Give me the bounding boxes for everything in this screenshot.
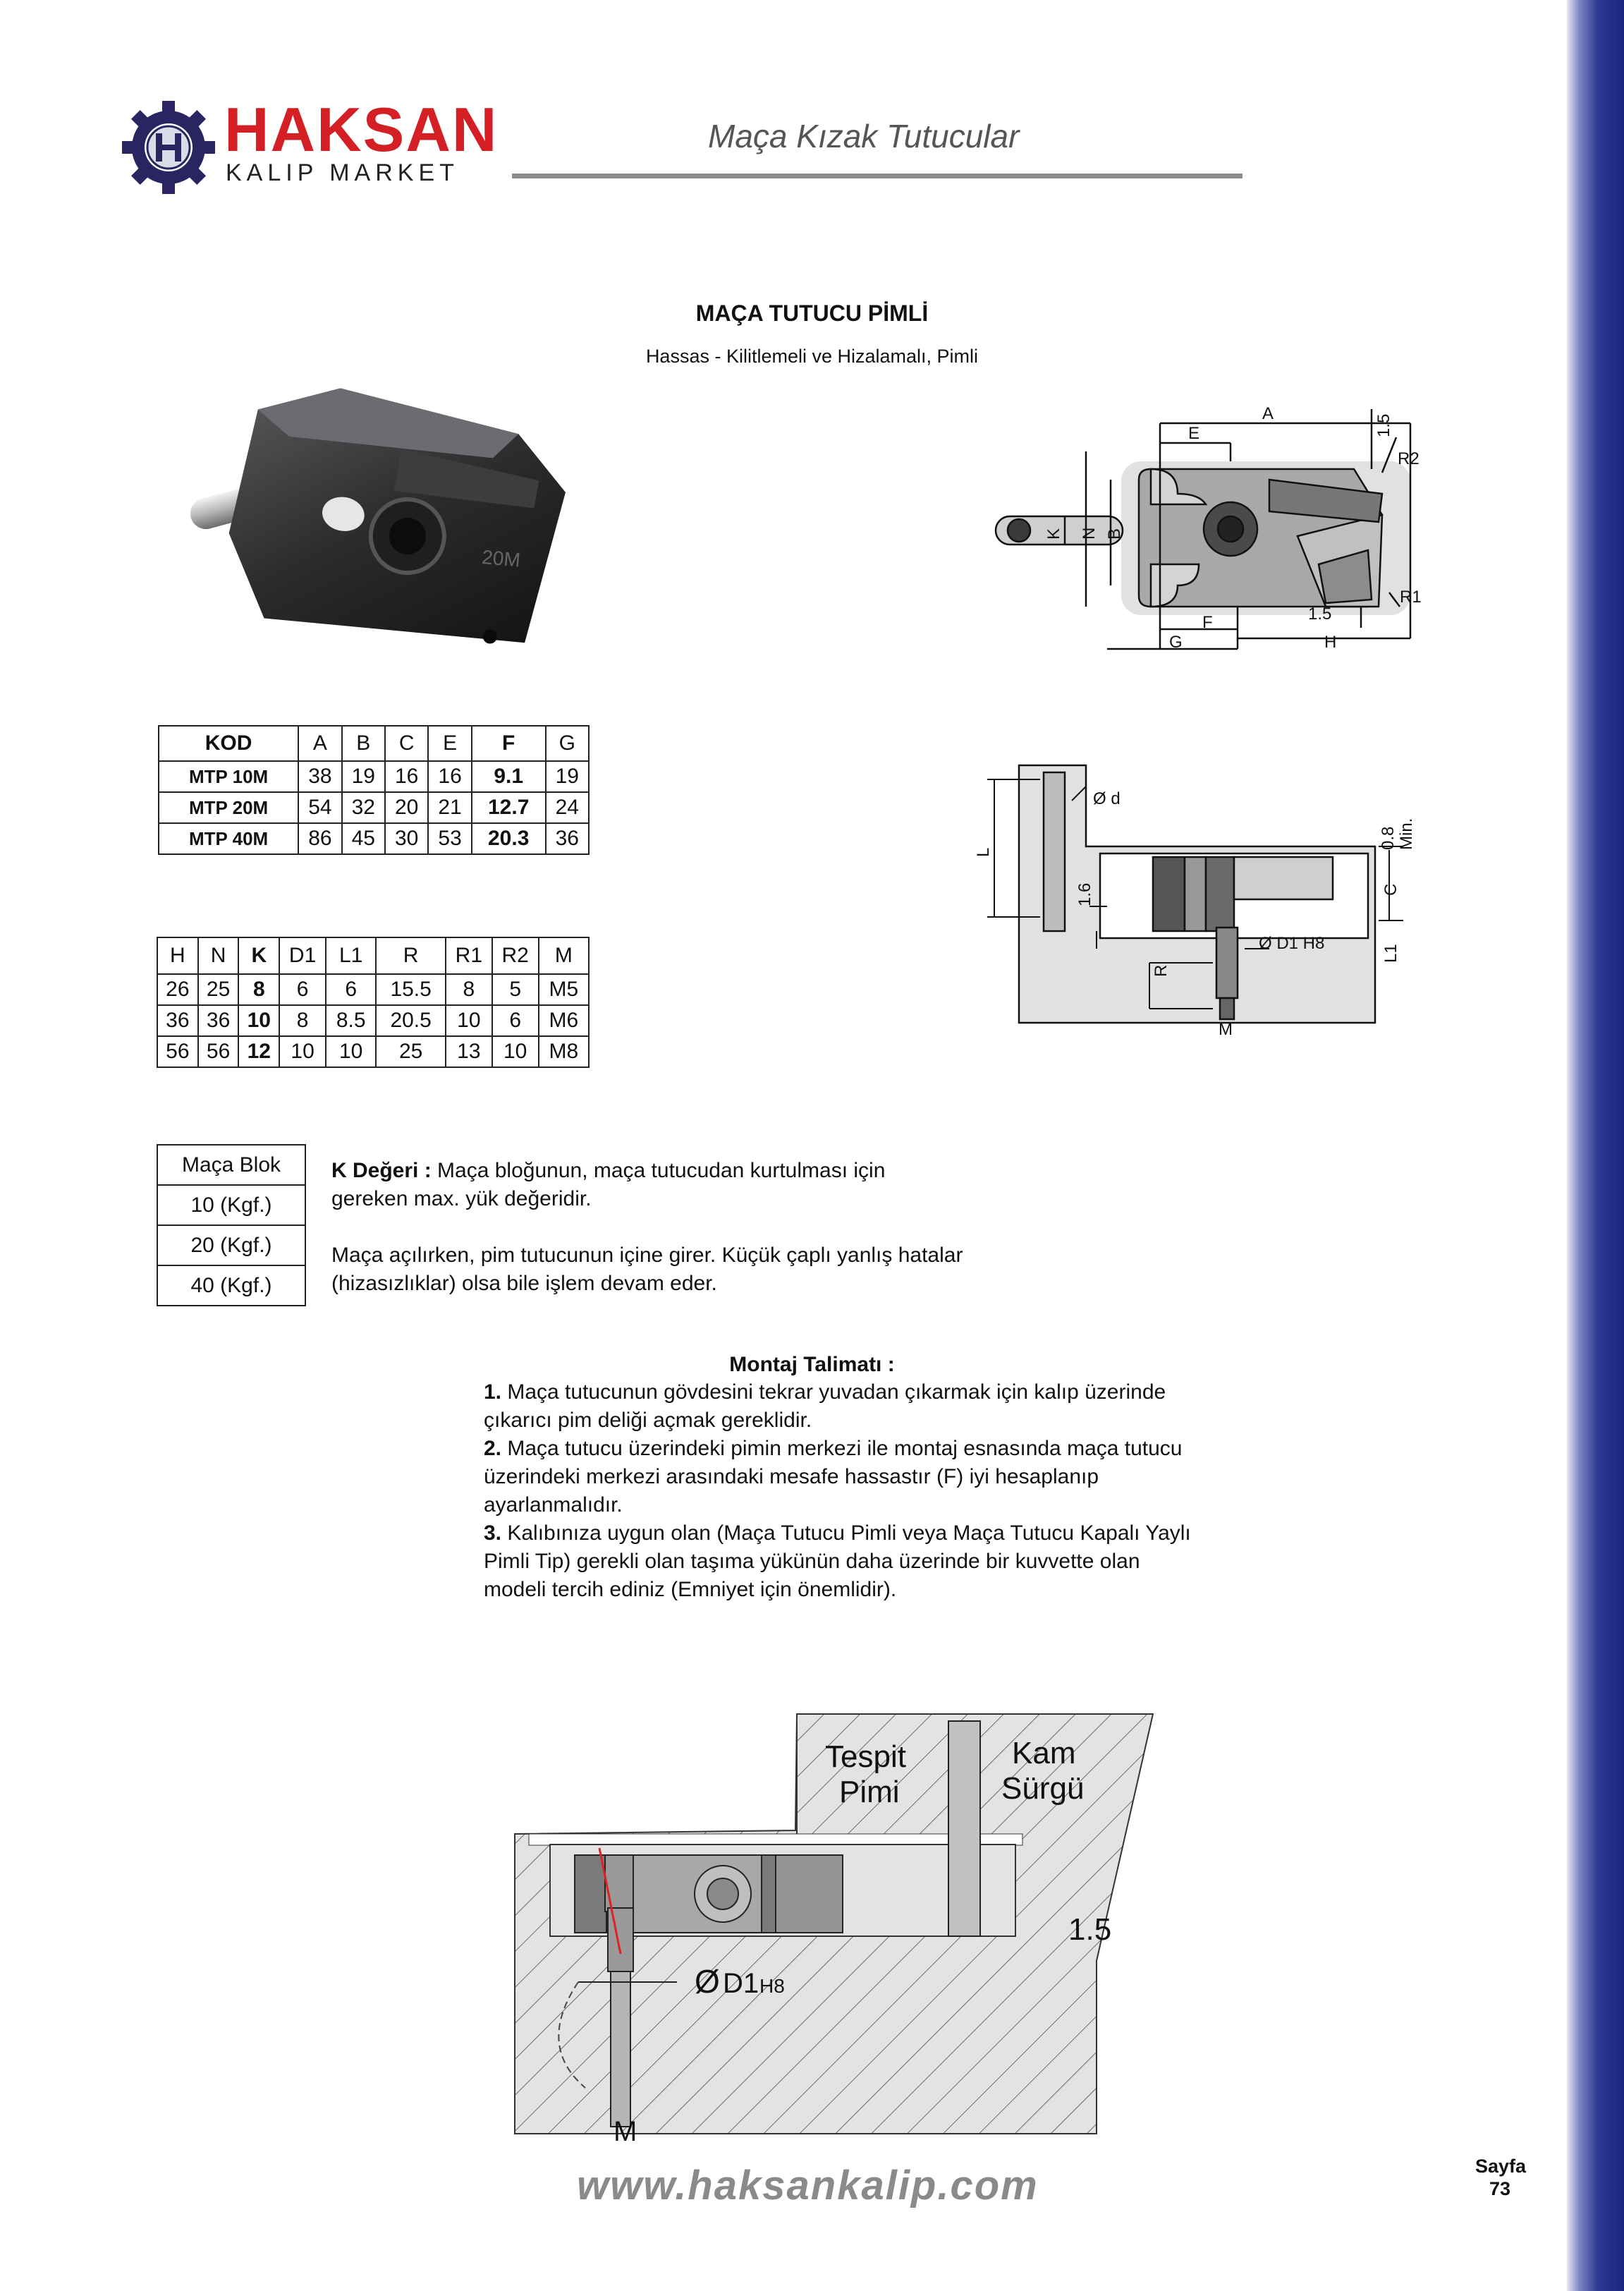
table-header: G — [546, 726, 589, 761]
brand-subtitle: KALIP MARKET — [226, 159, 459, 186]
table-row — [159, 761, 589, 792]
top-view-drawing — [987, 395, 1439, 656]
side-stripe — [1567, 0, 1624, 2291]
table-cell: 20.5 — [376, 1005, 446, 1036]
mounting-step — [484, 1519, 1203, 1604]
table-cell: MTP 20M — [159, 792, 298, 823]
dim-H: H — [1324, 633, 1337, 652]
product-photo — [176, 384, 592, 667]
table-header: R1 — [446, 937, 492, 974]
table-cell: 12 — [238, 1036, 279, 1067]
table-cell: 36 — [198, 1005, 239, 1036]
table-cell: 20 (Kgf.) — [157, 1225, 305, 1265]
page-header-title: Maça Kızak Tutucular — [708, 118, 1020, 154]
table-cell: 32 — [342, 792, 385, 823]
label-gap: 1.5 — [1068, 1912, 1112, 1947]
step-number: 1. — [484, 1380, 502, 1404]
table-cell: 15.5 — [376, 974, 446, 1005]
table-row — [157, 1005, 589, 1036]
table-cell: 45 — [342, 823, 385, 854]
k-value-text: Maça bloğunun, maça tutucudan kurtulması için gereken max. yük değeridir. — [331, 1159, 886, 1210]
svg-text:20M: 20M — [481, 545, 522, 571]
mounting-step — [484, 1435, 1203, 1519]
website-url: www.haksankalip.com — [577, 2163, 1039, 2208]
step-number: 2. — [484, 1437, 502, 1460]
table-header: D1 — [279, 937, 326, 974]
table-cell: 6 — [279, 974, 326, 1005]
dim-N: N — [1080, 527, 1099, 540]
table-header: R2 — [492, 937, 539, 974]
product-title: MAÇA TUTUCU PİMLİ — [695, 300, 929, 326]
table-cell: 8.5 — [326, 1005, 376, 1036]
brand-name: HAKSAN — [224, 95, 499, 164]
mounting-steps — [484, 1378, 1203, 1604]
header-rule — [512, 174, 1243, 178]
page-number: 73 — [1489, 2178, 1511, 2199]
table-cell: 10 — [492, 1036, 539, 1067]
dim-top-1-5: 1.5 — [1374, 413, 1393, 437]
table-header: M — [539, 937, 589, 974]
step-text: Maça tutucunun gövdesini tekrar yuvadan çıkarmak için kalıp üzerinde çıkarıcı pim deliği açmak gereklidir. — [484, 1380, 1166, 1432]
dim-K: K — [1044, 528, 1063, 540]
dim-A: A — [1262, 404, 1274, 423]
dim-L: L — [974, 847, 993, 857]
table-cell: 9.1 — [472, 761, 546, 792]
table-cell: 24 — [546, 792, 589, 823]
table-header: B — [342, 726, 385, 761]
table-cell: 36 — [546, 823, 589, 854]
table-cell: M6 — [539, 1005, 589, 1036]
table-header-row — [159, 726, 589, 761]
table-header: N — [198, 937, 239, 974]
table-header: K — [238, 937, 279, 974]
table-row — [159, 792, 589, 823]
table-header: R — [376, 937, 446, 974]
dim-clearance-min: Min. — [1397, 818, 1416, 850]
dim-clearance: 0.8 — [1379, 826, 1398, 850]
table-cell: 13 — [446, 1036, 492, 1067]
table-row — [157, 1185, 305, 1225]
dim-B: B — [1105, 528, 1124, 540]
table-cell: 10 — [238, 1005, 279, 1036]
label-cam-slide-2: Sürgü — [1001, 1771, 1085, 1806]
step-number: 3. — [484, 1521, 502, 1545]
dim-R: R — [1152, 964, 1171, 977]
table-cell: MTP 40M — [159, 823, 298, 854]
label-cam-slide-1: Kam — [1012, 1736, 1076, 1770]
table-cell: 16 — [385, 761, 428, 792]
block-load-table — [157, 1144, 306, 1306]
k-value-description — [331, 1157, 966, 1213]
product-subtitle: Hassas - Kilitlemeli ve Hizalamalı, Pimli — [645, 346, 979, 367]
table-cell: 20 — [385, 792, 428, 823]
table-cell: 30 — [385, 823, 428, 854]
page-label: Sayfa — [1475, 2156, 1527, 2177]
table-cell: 26 — [157, 974, 198, 1005]
dim-C: C — [1381, 883, 1400, 896]
table-row — [157, 1036, 589, 1067]
dimension-table-1 — [158, 725, 590, 855]
label-bore-name: D1 — [723, 1968, 759, 1999]
table-header: H — [157, 937, 198, 974]
table-cell: 10 — [446, 1005, 492, 1036]
assembly-drawing — [508, 1707, 1171, 2144]
table-cell: M5 — [539, 974, 589, 1005]
table-cell: 5 — [492, 974, 539, 1005]
table-cell: 16 — [428, 761, 471, 792]
dimension-table-2 — [157, 937, 590, 1068]
dim-R1: R1 — [1400, 588, 1422, 607]
table-cell: 36 — [157, 1005, 198, 1036]
table-cell: M8 — [539, 1036, 589, 1067]
table-cell: 54 — [298, 792, 341, 823]
table-row — [157, 974, 589, 1005]
table-row — [159, 823, 589, 854]
label-fixing-pin-1: Tespit — [825, 1739, 906, 1774]
table-header: Maça Blok — [157, 1145, 305, 1185]
dim-bottom-1-5: 1.5 — [1308, 604, 1332, 624]
table-cell: 53 — [428, 823, 471, 854]
table-header: A — [298, 726, 341, 761]
dim-L1: L1 — [1381, 944, 1400, 963]
label-fixing-pin-2: Pimi — [839, 1775, 900, 1809]
table-header: E — [428, 726, 471, 761]
table-header-row — [157, 937, 589, 974]
table-cell: MTP 10M — [159, 761, 298, 792]
mounting-step — [484, 1378, 1203, 1435]
table-cell: 38 — [298, 761, 341, 792]
table-cell: 10 — [326, 1036, 376, 1067]
table-header: L1 — [326, 937, 376, 974]
table-header: F — [472, 726, 546, 761]
table-row — [157, 1265, 305, 1306]
table-header: C — [385, 726, 428, 761]
mounting-title: Montaj Talimatı : — [729, 1353, 895, 1376]
dim-1-6: 1.6 — [1075, 882, 1094, 906]
table-cell: 21 — [428, 792, 471, 823]
dim-M: M — [1219, 1020, 1233, 1039]
table-cell: 10 (Kgf.) — [157, 1185, 305, 1225]
table-cell: 8 — [279, 1005, 326, 1036]
table-cell: 25 — [376, 1036, 446, 1067]
label-thread: M — [613, 2116, 637, 2144]
table-cell: 86 — [298, 823, 341, 854]
step-text: Kalıbınıza uygun olan (Maça Tutucu Pimli veya Maça Tutucu Kapalı Yaylı Pimli Tip) gerekli olan taşıma yükünün daha üzerinde bir kuvvette olan modeli tercih ediniz (Emniyet için önemlidir). — [484, 1521, 1191, 1601]
dim-D1: Ø D1 H8 — [1259, 934, 1325, 953]
table-header-row — [157, 1145, 305, 1185]
table-cell: 20.3 — [472, 823, 546, 854]
table-cell: 12.7 — [472, 792, 546, 823]
table-cell: 19 — [342, 761, 385, 792]
table-cell: 56 — [198, 1036, 239, 1067]
dim-G: G — [1169, 633, 1183, 652]
dim-R2: R2 — [1398, 449, 1420, 468]
label-bore-symbol: Ø — [695, 1963, 720, 2000]
table-cell: 8 — [446, 974, 492, 1005]
k-value-label: K Değeri : — [331, 1159, 432, 1182]
table-cell: 8 — [238, 974, 279, 1005]
dim-F: F — [1202, 613, 1213, 632]
gear-logo-icon — [121, 100, 216, 195]
table-row — [157, 1225, 305, 1265]
table-cell: 10 — [279, 1036, 326, 1067]
dim-pin-diameter: Ø d — [1093, 789, 1121, 808]
table-cell: 6 — [492, 1005, 539, 1036]
table-cell: 40 (Kgf.) — [157, 1265, 305, 1306]
label-bore-tolerance: H8 — [759, 1975, 785, 1997]
step-text: Maça tutucu üzerindeki pimin merkezi ile montaj esnasında maça tutucu üzerindeki merkezi arasındaki mesafe hassastır (F) iyi hesaplanıp ayarlanmalıdır. — [484, 1437, 1183, 1517]
table-header: KOD — [159, 726, 298, 761]
table-cell: 56 — [157, 1036, 198, 1067]
table-cell: 25 — [198, 974, 239, 1005]
section-view-drawing — [973, 758, 1424, 1040]
pin-note: Maça açılırken, pim tutucunun içine girer. Küçük çaplı yanlış hatalar (hizasızlıklar) olsa bile işlem devam eder. — [331, 1244, 963, 1295]
table-cell: 19 — [546, 761, 589, 792]
table-cell: 6 — [326, 974, 376, 1005]
dim-E: E — [1188, 424, 1200, 443]
